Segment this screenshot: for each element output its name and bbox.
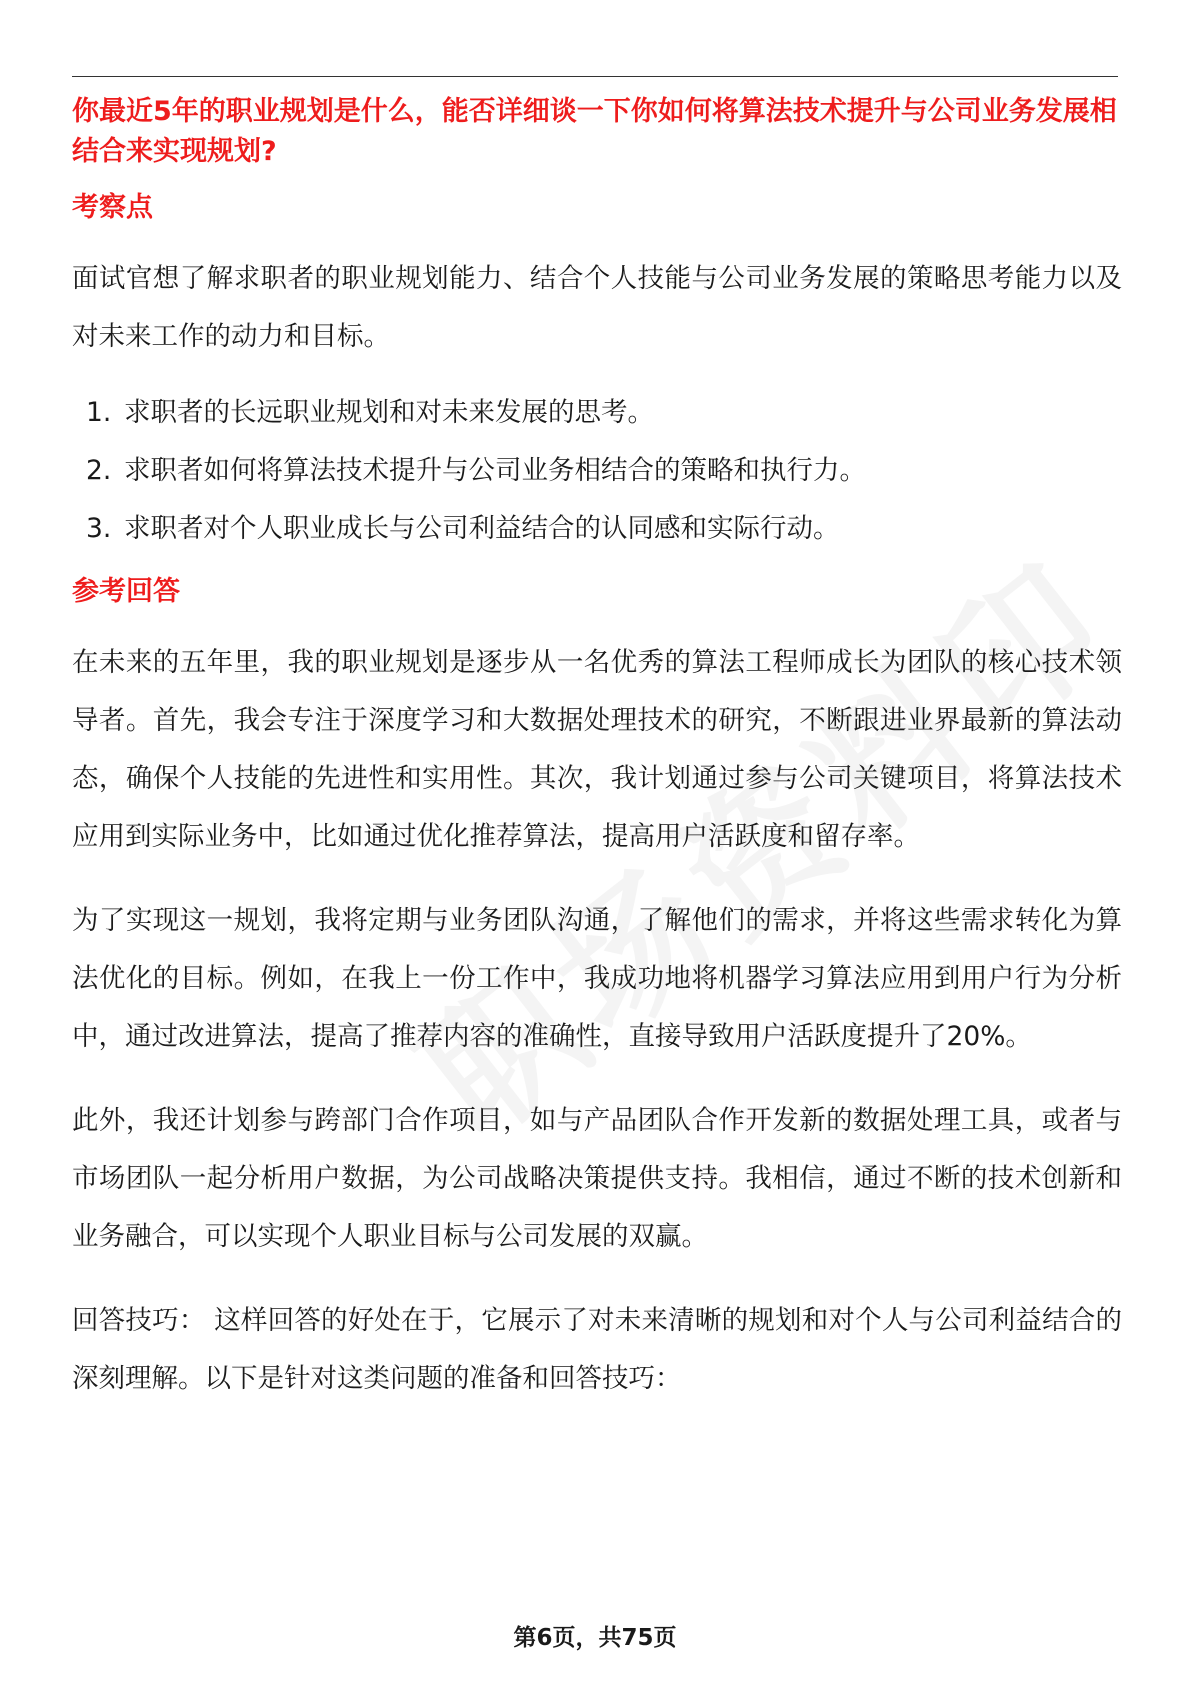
- list-item-text: 求职者的长远职业规划和对未来发展的思考。: [124, 397, 654, 428]
- list-item-number: 1.: [86, 397, 112, 428]
- question-title: 你最近5年的职业规划是什么，能否详细谈一下你如何将算法技术提升与公司业务发展相结合来实现规划?: [72, 96, 1117, 167]
- list-item: [72, 442, 1122, 500]
- focus-list: [72, 384, 1122, 558]
- list-item-number: 3.: [86, 513, 112, 544]
- answer-paragraph: 为了实现这一规划，我将定期与业务团队沟通，了解他们的需求，并将这些需求转化为算法优化的目标。例如，在我上一份工作中，我成功地将机器学习算法应用到用户行为分析中，通过改进算法，提高了推荐内容的准确性，直接导致用户活跃度提升了20%。: [72, 905, 1122, 1052]
- list-item-text: 求职者如何将算法技术提升与公司业务相结合的策略和执行力。: [124, 455, 866, 486]
- main-content: [72, 92, 1122, 1408]
- list-item: [72, 384, 1122, 442]
- answer-tips: 回答技巧： 这样回答的好处在于，它展示了对未来清晰的规划和对个人与公司利益结合的深刻理解。以下是针对这类问题的准备和回答技巧：: [72, 1305, 1122, 1394]
- list-item-number: 2.: [86, 455, 112, 486]
- page-footer: 第6页，共75页: [513, 1625, 677, 1651]
- list-item: [72, 500, 1122, 558]
- focus-heading: 考察点: [72, 192, 153, 223]
- focus-intro: 面试官想了解求职者的职业规划能力、结合个人技能与公司业务发展的策略思考能力以及对未来工作的动力和目标。: [72, 263, 1122, 352]
- list-item-text: 求职者对个人职业成长与公司利益结合的认同感和实际行动。: [124, 513, 840, 544]
- top-divider: [72, 76, 1118, 77]
- answer-paragraph: 在未来的五年里，我的职业规划是逐步从一名优秀的算法工程师成长为团队的核心技术领导者。首先，我会专注于深度学习和大数据处理技术的研究，不断跟进业界最新的算法动态，确保个人技能的先进性和实用性。其次，我计划通过参与公司关键项目，将算法技术应用到实际业务中，比如通过优化推荐算法，提高用户活跃度和留存率。: [72, 647, 1122, 852]
- answer-paragraph: 此外，我还计划参与跨部门合作项目，如与产品团队合作开发新的数据处理工具，或者与市场团队一起分析用户数据，为公司战略决策提供支持。我相信，通过不断的技术创新和业务融合，可以实现个人职业目标与公司发展的双赢。: [72, 1105, 1122, 1252]
- answer-heading: 参考回答: [72, 576, 180, 607]
